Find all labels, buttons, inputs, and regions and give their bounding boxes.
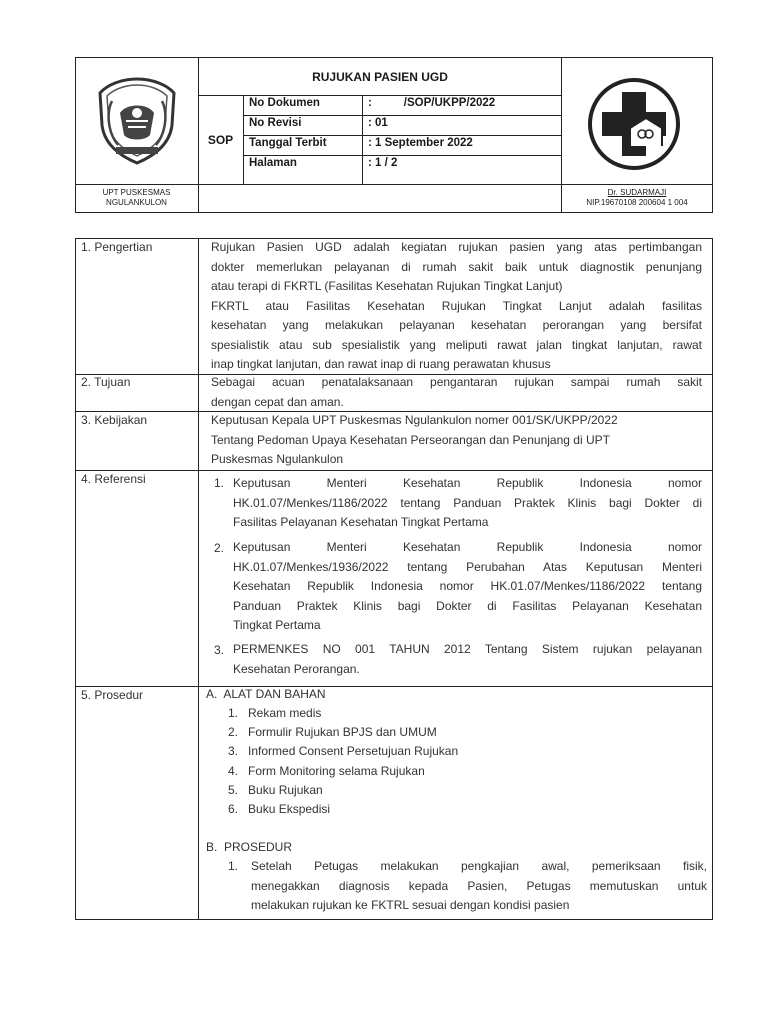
text-line: Tentang Pedoman Upaya Kesehatan Perseorangan dan Penunjang di UPT (211, 432, 610, 447)
ref-number: 3. (214, 643, 225, 657)
text-line: melakukan rujukan ke FKTRL sesuai dengan kondisi pasien (251, 898, 570, 912)
page-label: Halaman (249, 157, 297, 169)
text-line: HK.01.07/Menkes/1936/2022 tentang Perubahan Atas Keputusan Menteri (233, 559, 702, 574)
section-label-prosedur: 5. Prosedur (81, 688, 144, 702)
text-line: Setelah Petugas melakukan pengkajian awal, pemeriksaan fisik, (251, 859, 707, 873)
list-item: 2. Formulir Rujukan BPJS dan UMUM (228, 725, 437, 739)
section-content-kebijakan (211, 411, 702, 470)
text-line: Kesehatan Perorangan. (233, 661, 360, 676)
issue-date-label: Tanggal Terbit (249, 137, 327, 149)
page-title: RUJUKAN PASIEN UGD (312, 70, 448, 84)
revision-value: : 01 (368, 117, 388, 129)
district-emblem-icon (90, 73, 185, 168)
ref-item (233, 538, 702, 636)
section-content-tujuan (211, 373, 702, 412)
section-label-referensi: 4. Referensi (81, 472, 146, 486)
text-line: menegakkan diagnosis kepada Pasien, Petugas memutuskan untuk (251, 878, 707, 893)
signer-name: Dr. SUDARMAJI (607, 188, 667, 197)
text-line: spesialistik atau sub spesialistik yang meliputi rawat jalan tingkat lanjutan, rawat (211, 337, 702, 352)
subsection-heading-prosedur: B. PROSEDUR (206, 840, 293, 854)
ref-number: 2. (214, 541, 225, 555)
doc-number-label: No Dokumen (249, 97, 320, 109)
text-line: HK.01.07/Menkes/1186/2022 tentang Panduan Praktek Klinis bagi Dokter di (233, 495, 702, 510)
list-item: 6. Buku Ekspedisi (228, 802, 331, 816)
text-line: inap tingkat lanjutan, dan rawat inap di ruang perawatan khusus (211, 357, 551, 371)
step-number: 1. (228, 859, 239, 873)
organization-name (75, 188, 198, 208)
list-item: 1. Rekam medis (228, 706, 322, 720)
section-content-pengertian (211, 238, 702, 375)
doc-number-value: : /SOP/UKPP/2022 (368, 97, 496, 109)
text-line: kesehatan yang melakukan pelayanan kesehatan perorangan yang bersifat (211, 318, 702, 332)
section-label-pengertian: 1. Pengertian (81, 240, 153, 254)
procedure-step (251, 857, 707, 916)
text-line: Puskesmas Ngulankulon (211, 452, 344, 466)
text-line: dengan cepat dan aman. (211, 394, 344, 409)
text-line: Panduan Praktek Klinis bagi Dokter di Fasilitas Pelayanan Kesehatan (233, 598, 702, 613)
text-line: PERMENKES NO 001 TAHUN 2012 Tentang Sistem rujukan pelayanan (233, 642, 702, 656)
puskesmas-logo-icon (586, 76, 682, 172)
text-line: Keputusan Menteri Kesehatan Republik Indonesia nomor (233, 476, 702, 490)
org-line-2: NGULANKULON (106, 198, 167, 207)
text-line: Tingkat Pertama (233, 618, 321, 632)
text-line: Fasilitas Pelayanan Kesehatan Tingkat Pertama (233, 515, 489, 529)
org-line-1: UPT PUSKESMAS (102, 188, 171, 197)
ref-item (233, 474, 702, 533)
text-line: Keputusan Menteri Kesehatan Republik Indonesia nomor (233, 540, 702, 554)
text-line: Sebagai acuan penatalaksanaan pengantaran rujukan sampai rumah sakit (211, 375, 702, 389)
text-line: atau terapi di FKRTL (Fasilitas Kesehatan Rujukan Tingkat Lanjut) (211, 279, 563, 293)
section-label-tujuan: 2. Tujuan (81, 375, 131, 389)
list-item: 3. Informed Consent Persetujuan Rujukan (228, 744, 459, 758)
ref-item (233, 640, 702, 679)
text-line: Kesehatan Republik Indonesia nomor HK.01.07/Menkes/1186/2022 tentang (233, 579, 702, 593)
section-label-kebijakan: 3. Kebijakan (81, 413, 148, 427)
signer-nip: NIP.19670108 200604 1 004 (586, 198, 688, 207)
ref-number: 1. (214, 476, 225, 490)
revision-label: No Revisi (249, 117, 302, 129)
issue-date-value: : 1 September 2022 (368, 137, 473, 149)
sop-label: SOP (207, 133, 234, 147)
text-line: Rujukan Pasien UGD adalah kegiatan rujukan pasien yang atas pertimbangan (211, 240, 702, 254)
list-item: 5. Buku Rujukan (228, 783, 323, 797)
list-item: 4. Form Monitoring selama Rujukan (228, 764, 425, 778)
text-line: Keputusan Kepala UPT Puskesmas Ngulankulon nomer 001/SK/UKPP/2022 (211, 413, 618, 427)
text-line: FKRTL atau Fasilitas Kesehatan Rujukan Tingkat Lanjut adalah fasilitas (211, 298, 702, 313)
subsection-heading-alat: A. ALAT DAN BAHAN (206, 687, 326, 701)
page-value: : 1 / 2 (368, 157, 398, 169)
text-line: dokter memerlukan pelayanan di rumah sakit baik untuk diagnostik penunjang (211, 259, 702, 274)
signer-block (561, 188, 713, 208)
